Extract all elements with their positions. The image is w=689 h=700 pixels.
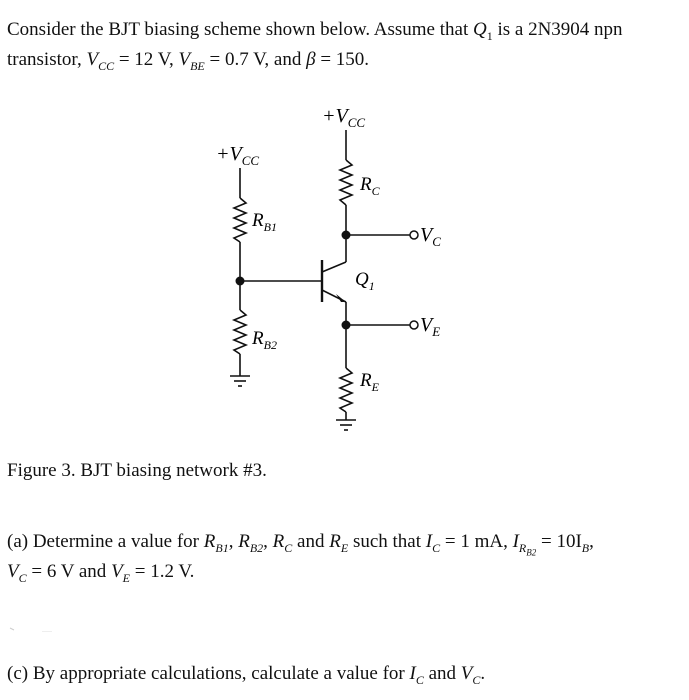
transistor-collector-lead [322,262,346,272]
part-a-prefix: (a) Determine a value for [7,531,200,552]
rb1-resistor [234,198,246,242]
junction-dot-base [236,277,245,286]
beta-symbol: β [306,49,316,70]
rb2-var: R [238,531,250,552]
rc-label: $R_C$ [360,174,380,198]
ve-value: = 1.2 V. [134,561,195,582]
re-label: $R_E$ [360,370,379,394]
such-that-text: such that [352,531,422,552]
intro-text-3: transistor, [7,49,82,70]
vc-terminal [410,231,418,239]
vbe-value: = 0.7 V, and [209,49,302,70]
vcc-value: = 12 V, [118,49,174,70]
rc-resistor [340,160,352,205]
irb2-var: I [512,531,519,552]
and-word: and [297,531,325,552]
part-a-question: (a) Determine a value for $R_{B1}$, $R_{B2}$, $R_C$ and $R_E$ such that $I_C = 1$ mA, $I_{R_{B2}} = 10I_B$, $V_C = 6$ V and $V_E = 1.2$ V. [7,531,594,585]
ic-var-c: I [409,663,416,684]
vcc-left-label: $+V_{CC}$ [216,143,260,168]
rb2-resistor [234,310,246,354]
beta-value: = 150. [320,49,370,70]
ground-icon-right [336,420,356,430]
vbe-subscript: BE [190,58,205,73]
intro-text: Consider the BJT biasing scheme shown below. Assume that [7,19,469,40]
and-word-c: and [428,663,457,684]
q-symbol: Q [472,19,487,40]
vc-var-c: V [460,663,473,684]
vcc-right-label: $+V_{CC}$ [322,105,366,130]
scan-artifact [8,612,68,632]
rc-var: R [272,531,285,552]
vc-value: = 6 V and [31,561,107,582]
junction-dot-collector [342,231,351,240]
intro-text-2: is a 2N3904 npn [497,19,623,40]
q1-label: $Q_1$ [355,269,375,293]
q-subscript: 1 [486,28,493,43]
re-var: R [329,531,341,552]
vbe-symbol: V [178,49,191,70]
ve-var: V [111,561,123,582]
vc-var: V [7,561,19,582]
figure-caption: Figure 3. BJT biasing network #3. [7,460,267,481]
part-c-prefix: (c) By appropriate calculations, calculate a value for [7,663,405,684]
re-resistor [340,368,352,412]
ve-label: $V_E$ [420,314,441,339]
ic-var: I [425,531,433,552]
part-c-question: (c) By appropriate calculations, calculate a value for $I_C$ and $V_C$. [7,663,486,687]
vc-label: $V_C$ [420,224,441,249]
irb2-value: = $10I_B$, [541,531,594,555]
junction-dot-emitter [342,321,351,330]
rb1-label: $R_{B1}$ [252,210,277,234]
ic-value: = 1 mA, [444,531,508,552]
vcc-symbol: V [86,49,99,70]
ground-icon-left [230,376,250,386]
vcc-subscript: CC [98,58,115,73]
ve-terminal [410,321,418,329]
rb1-var: R [203,531,216,552]
rb2-label: $R_{B2}$ [252,328,277,352]
